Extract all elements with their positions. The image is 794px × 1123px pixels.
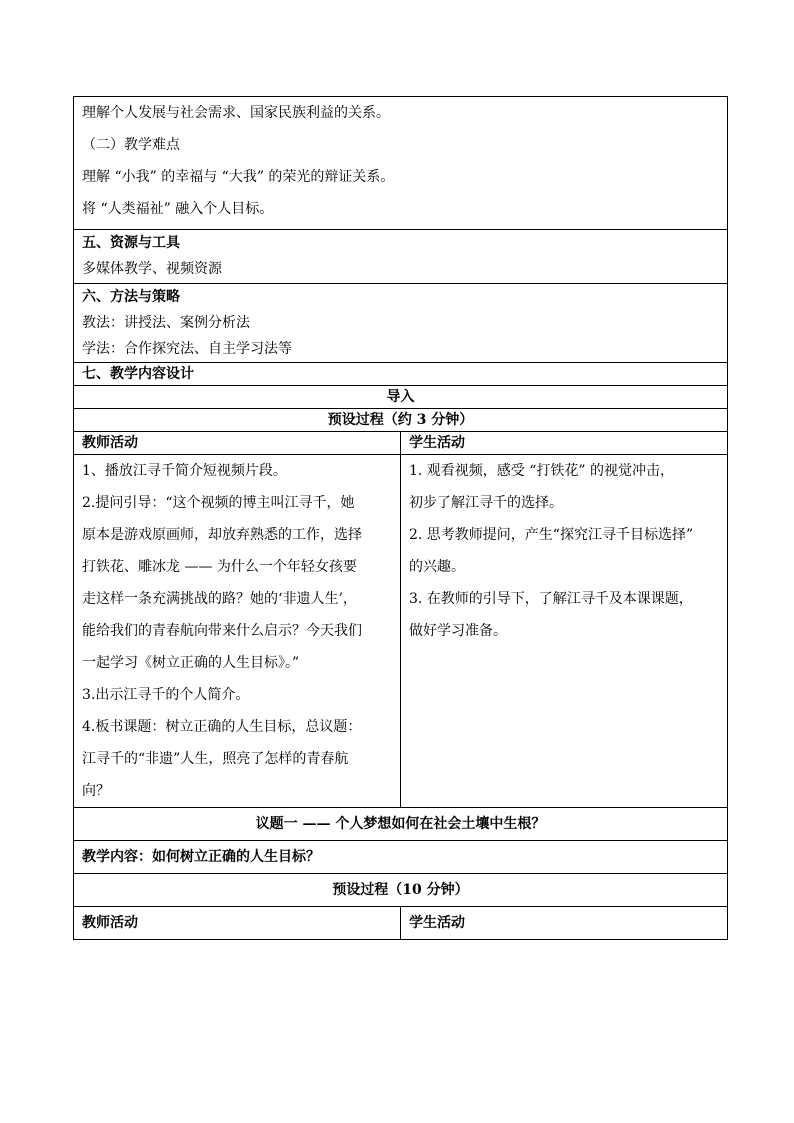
intro-activities-row: [74, 455, 728, 808]
student-activity-header-2: 学生活动: [401, 907, 728, 940]
teacher-activity-header-2: 教师活动: [74, 907, 401, 940]
design-heading-row: [74, 363, 728, 386]
objectives-row: [74, 97, 728, 230]
lesson-plan-document: [73, 96, 727, 940]
resources-heading: 五、资源与工具: [82, 235, 180, 251]
topic1-content-row: [74, 841, 728, 874]
teacher-activity-line: 2.提问引导：“这个视频的博主叫江寻千，她: [82, 495, 355, 511]
activity-header-row: [74, 432, 728, 455]
resources-cell: [74, 230, 728, 284]
topic1-title-row: [74, 808, 728, 841]
topic1-title: 议题一 —— 个人梦想如何在社会土壤中生根？: [74, 808, 728, 841]
objective-line: 理解个人发展与社会需求、国家民族利益的关系。: [82, 105, 390, 121]
resources-text: 多媒体教学、视频资源: [82, 261, 222, 277]
teacher-activity-line: 3.出示江寻千的个人简介。: [82, 687, 250, 703]
teacher-activity-line: 江寻千的“非遗”人生，照亮了怎样的青春航: [82, 751, 349, 767]
student-activity-header: 学生活动: [401, 432, 728, 455]
methods-cell: [74, 284, 728, 363]
student-activity-line: 2. 思考教师提问，产生“探究江寻千目标选择”: [409, 527, 694, 543]
learning-method: 学法：合作探究法、自主学习法等: [82, 341, 292, 357]
teacher-activity-line: 打铁花、雕冰龙 —— 为什么一个年轻女孩要: [82, 559, 357, 575]
difficulty-line: 理解 “小我” 的幸福与 “大我” 的荣光的辩证关系。: [82, 169, 395, 185]
teacher-activity-line: 原本是游戏原画师，却放弃熟悉的工作，选择: [82, 527, 362, 543]
teaching-method: 教法：讲授法、案例分析法: [82, 315, 250, 331]
student-activity-line: 做好学习准备。: [409, 623, 507, 639]
design-heading: 七、教学内容设计: [74, 363, 728, 386]
student-activity-line: 的兴趣。: [409, 559, 465, 575]
lesson-plan-table: [73, 96, 728, 940]
intro-process-row: [74, 409, 728, 432]
teacher-activity-line: 1、播放江寻千简介短视频片段。: [82, 463, 287, 479]
intro-title: 导入: [74, 386, 728, 409]
student-activity-line: 1. 观看视频，感受 “打铁花” 的视觉冲击，: [409, 463, 675, 479]
topic1-process: 预设过程（10 分钟）: [74, 874, 728, 907]
student-activity-line: 3. 在教师的引导下，了解江寻千及本课课题，: [409, 591, 693, 607]
topic1-process-row: [74, 874, 728, 907]
student-activity-line: 初步了解江寻千的选择。: [409, 495, 563, 511]
difficulty-line: 将 “人类福祉” 融入个人目标。: [82, 201, 274, 217]
teacher-activity-line: 4.板书课题：树立正确的人生目标，总议题：: [82, 719, 362, 735]
student-activity-cell: [401, 455, 728, 808]
difficulty-heading: （二）教学难点: [82, 137, 180, 153]
teacher-activity-cell: [74, 455, 401, 808]
teacher-activity-line: 能给我们的青春航向带来什么启示？今天我们: [82, 623, 362, 639]
topic1-content: 教学内容：如何树立正确的人生目标？: [74, 841, 728, 874]
intro-title-row: [74, 386, 728, 409]
methods-heading: 六、方法与策略: [82, 289, 180, 305]
teacher-activity-header: 教师活动: [74, 432, 401, 455]
teacher-activity-line: 一起学习《树立正确的人生目标》。”: [82, 655, 300, 671]
activity-header-row-2: [74, 907, 728, 940]
intro-process: 预设过程（约 3 分钟）: [74, 409, 728, 432]
teacher-activity-line: 走这样一条充满挑战的路？她的‘非遗人生’，: [82, 591, 357, 607]
resources-row: [74, 230, 728, 284]
objectives-cell: [74, 97, 728, 230]
teacher-activity-line: 向？: [82, 783, 110, 799]
methods-row: [74, 284, 728, 363]
